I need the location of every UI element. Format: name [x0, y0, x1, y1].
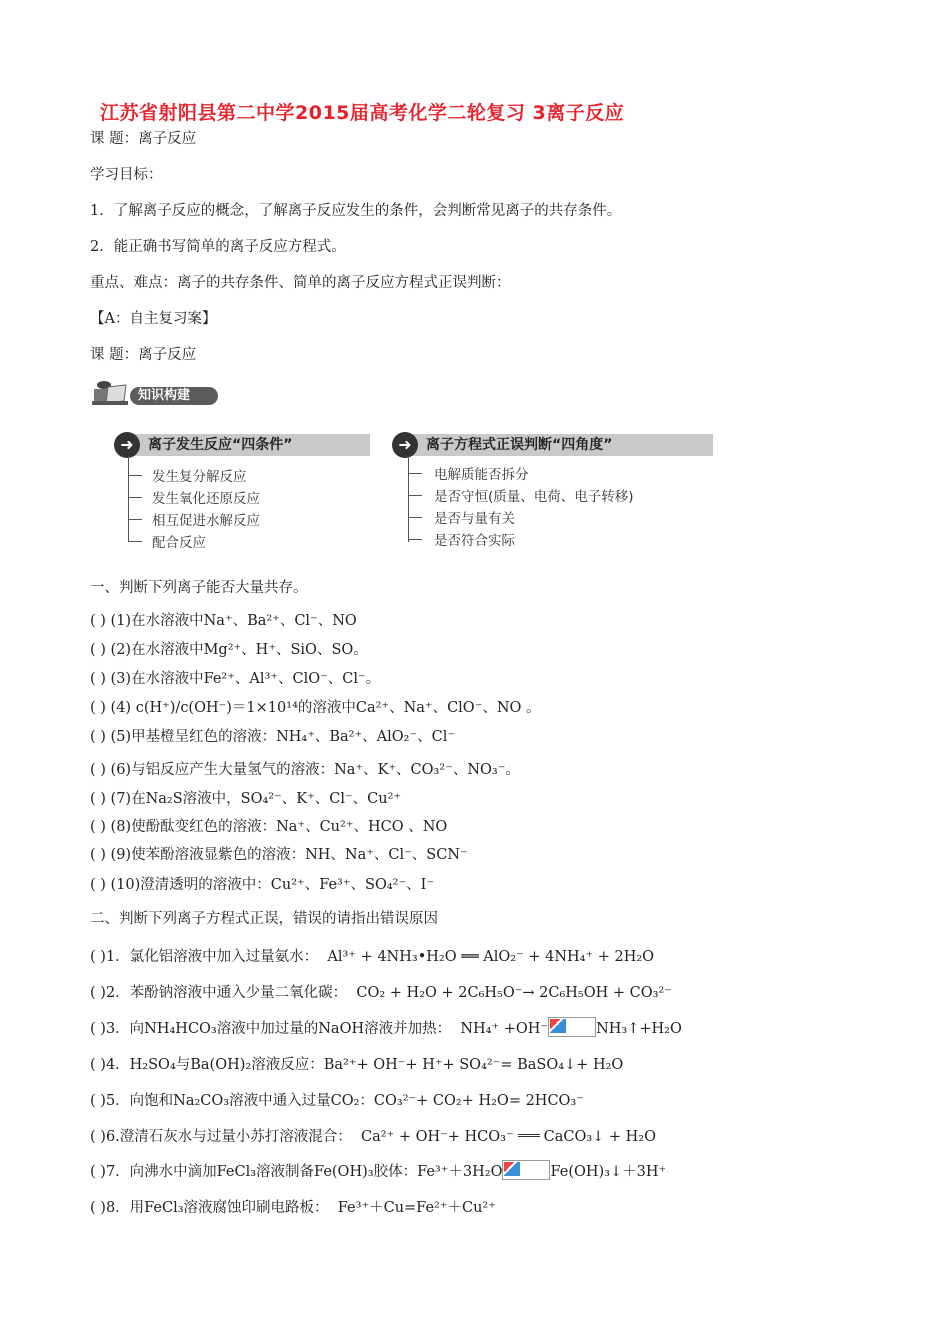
- answer-bracket[interactable]: ( ): [90, 1164, 106, 1180]
- part2-item-text: 5．向饱和Na₂CO₃溶液中通入过量CO₂：: [105, 1093, 374, 1109]
- part1-item-text: (5)甲基橙呈红色的溶液：NH₄⁺、Ba²⁺、AlO₂⁻、Cl⁻: [110, 729, 455, 745]
- answer-bracket[interactable]: ( ): [90, 847, 106, 863]
- part2-item: [90, 1089, 584, 1110]
- part2-item-text: 3．向NH₄HCO₃溶液中加过量的NaOH溶液并加热：: [105, 1021, 452, 1037]
- knowledge-badge-label: 知识构建: [130, 387, 218, 405]
- part1-item-text: (9)使苯酚溶液显紫色的溶液：NH、Na⁺、Cl⁻、SCN⁻: [110, 847, 468, 863]
- part2-item: [90, 1125, 656, 1146]
- diagram-left-item: 发生复分解反应: [152, 469, 247, 485]
- part1-item: [90, 758, 520, 779]
- goals-label: 学习目标：: [90, 167, 163, 183]
- part2-item: [90, 945, 654, 966]
- knowledge-badge: [88, 375, 228, 411]
- part1-heading: 一、判断下列离子能否大量共存。: [90, 580, 308, 596]
- section-a-heading: 【A：自主复习案】: [90, 311, 217, 327]
- broken-image-icon: [502, 1160, 550, 1180]
- part2-item-text: 4．H₂SO₄与Ba(OH)₂溶液反应：: [105, 1057, 324, 1073]
- part1-item: [90, 609, 357, 630]
- part2-item: [90, 1053, 623, 1074]
- equation: Fe³⁺＋Cu=Fe²⁺＋Cu²⁺: [337, 1200, 496, 1216]
- goal-1: 1．了解离子反应的概念，了解离子反应发生的条件，会判断常见离子的共存条件。: [90, 203, 622, 219]
- branch-line: [408, 517, 422, 518]
- part2-heading: 二、判断下列离子方程式正误，错误的请指出错误原因: [90, 911, 438, 927]
- branch-line: [128, 519, 142, 520]
- answer-bracket[interactable]: ( ): [90, 762, 106, 778]
- answer-bracket[interactable]: ( ): [90, 1021, 106, 1037]
- equation: CO₂ + H₂O + 2C₆H₅O⁻→ 2C₆H₅OH + CO₃²⁻: [356, 985, 672, 1001]
- answer-bracket[interactable]: ( ): [90, 729, 106, 745]
- branch-line: [408, 473, 422, 474]
- part1-item: [90, 638, 368, 659]
- diagram-left-item: 相互促进水解反应: [152, 513, 260, 529]
- diagram-right-item: 是否符合实际: [434, 533, 515, 549]
- part1-item: [90, 843, 468, 864]
- diagram-right-header: [398, 434, 713, 456]
- arrow-right-icon: ➜: [392, 432, 418, 458]
- part1-item: [90, 667, 380, 688]
- part1-item-text: (1)在水溶液中Na⁺、Ba²⁺、Cl⁻、NO: [110, 613, 357, 629]
- part2-item: [90, 981, 672, 1002]
- topic-line: 课 题：离子反应: [90, 131, 197, 147]
- equation-right: CaCO₃↓ + H₂O: [543, 1129, 657, 1145]
- equation-right: NH₃↑+H₂O: [596, 1021, 682, 1037]
- part1-item-text: (3)在水溶液中Fe²⁺、Al³⁺、ClO⁻、Cl⁻。: [110, 671, 381, 687]
- branch-line: [128, 541, 142, 542]
- part2-item-text: 1．氯化铝溶液中加入过量氨水：: [105, 949, 319, 965]
- answer-bracket[interactable]: ( ): [90, 949, 106, 965]
- page-title: 江苏省射阳县第二中学2015届高考化学二轮复习 3离子反应: [100, 102, 625, 124]
- part1-item: [90, 873, 434, 894]
- diagram-left-title: 离子发生反应“四条件”: [148, 437, 293, 453]
- answer-bracket[interactable]: ( ): [90, 1200, 106, 1216]
- part1-item-text: (8)使酚酞变红色的溶液：Na⁺、Cu²⁺、HCO 、NO: [110, 819, 448, 835]
- part1-item-text: (6)与铝反应产生大量氢气的溶液：Na⁺、K⁺、CO₃²⁻、NO₃⁻。: [110, 762, 520, 778]
- part1-item: [90, 787, 401, 808]
- diagram-right-connector: [408, 456, 409, 542]
- answer-bracket[interactable]: ( ): [90, 700, 106, 716]
- part2-item-text: 7．向沸水中滴加FeCl₃溶液制备Fe(OH)₃胶体：: [105, 1164, 418, 1180]
- diagram-left-item: 配合反应: [152, 535, 206, 551]
- part1-item-text: (4) c(H⁺)/c(OH⁻)＝1×10¹⁴的溶液中Ca²⁺、Na⁺、ClO⁻、NO 。: [110, 700, 541, 716]
- answer-bracket[interactable]: ( ): [90, 642, 106, 658]
- answer-bracket[interactable]: ( ): [90, 819, 106, 835]
- focus-line: 重点、难点：离子的共存条件、简单的离子反应方程式正误判断：: [90, 275, 511, 291]
- part1-item: [90, 815, 447, 836]
- diagram-left-header: [120, 434, 370, 456]
- equation: Al³⁺ + 4NH₃•H₂O ══ AlO₂⁻ + 4NH₄⁺ + 2H₂O: [327, 949, 655, 965]
- answer-bracket[interactable]: ( ): [90, 877, 106, 893]
- answer-bracket[interactable]: ( ): [90, 985, 106, 1001]
- diagram-right-title: 离子方程式正误判断“四角度”: [426, 437, 613, 453]
- part1-item: [90, 725, 455, 746]
- diagram-right-item: 是否与量有关: [434, 511, 515, 527]
- answer-bracket[interactable]: ( ): [90, 1129, 106, 1145]
- broken-image-icon: [548, 1017, 596, 1037]
- part2-item-text: 8．用FeCl₃溶液腐蚀印刷电路板：: [105, 1200, 329, 1216]
- diagram-left-connector: [128, 456, 129, 542]
- branch-line: [128, 497, 142, 498]
- answer-bracket[interactable]: ( ): [90, 671, 106, 687]
- branch-line: [128, 475, 142, 476]
- part2-item: [90, 1017, 682, 1038]
- equation: Ba²⁺+ OH⁻+ H⁺+ SO₄²⁻= BaSO₄↓+ H₂O: [323, 1057, 624, 1073]
- equation-right: Fe(OH)₃↓＋3H⁺: [550, 1164, 667, 1180]
- equals-sign: [518, 1134, 540, 1137]
- topic-line-2: 课 题：离子反应: [90, 347, 197, 363]
- part1-item-text: (7)在Na₂S溶液中，SO₄²⁻、K⁺、Cl⁻、Cu²⁺: [110, 791, 402, 807]
- branch-line: [408, 539, 422, 540]
- part2-item: [90, 1196, 496, 1217]
- equation-left: Ca²⁺ + OH⁻+ HCO₃⁻: [361, 1129, 514, 1145]
- part1-item-text: (2)在水溶液中Mg²⁺、H⁺、SiO、SO。: [110, 642, 368, 658]
- diagram-right-item: 是否守恒(质量、电荷、电子转移): [434, 489, 634, 505]
- part1-item-text: (10)澄清透明的溶液中：Cu²⁺、Fe³⁺、SO₄²⁻、I⁻: [110, 877, 435, 893]
- arrow-right-icon: ➜: [114, 432, 140, 458]
- part2-item-text: 2．苯酚钠溶液中通入少量二氧化碳：: [105, 985, 348, 1001]
- equation-left: NH₄⁺ +OH⁻: [460, 1021, 549, 1037]
- part2-item: [90, 1160, 666, 1181]
- answer-bracket[interactable]: ( ): [90, 613, 106, 629]
- goal-2: 2．能正确书写简单的离子反应方程式。: [90, 239, 346, 255]
- part1-item: [90, 696, 541, 717]
- answer-bracket[interactable]: ( ): [90, 1093, 106, 1109]
- answer-bracket[interactable]: ( ): [90, 791, 106, 807]
- diagram-left-item: 发生氧化还原反应: [152, 491, 260, 507]
- equation: CO₃²⁻+ CO₂+ H₂O= 2HCO₃⁻: [373, 1093, 584, 1109]
- equation-left: Fe³⁺＋3H₂O: [417, 1164, 503, 1180]
- answer-bracket[interactable]: ( ): [90, 1057, 106, 1073]
- cup-icon: [90, 379, 130, 407]
- branch-line: [408, 495, 422, 496]
- part2-item-text: 6.澄清石灰水与过量小苏打溶液混合：: [105, 1129, 352, 1145]
- diagram-right-item: 电解质能否拆分: [434, 467, 529, 483]
